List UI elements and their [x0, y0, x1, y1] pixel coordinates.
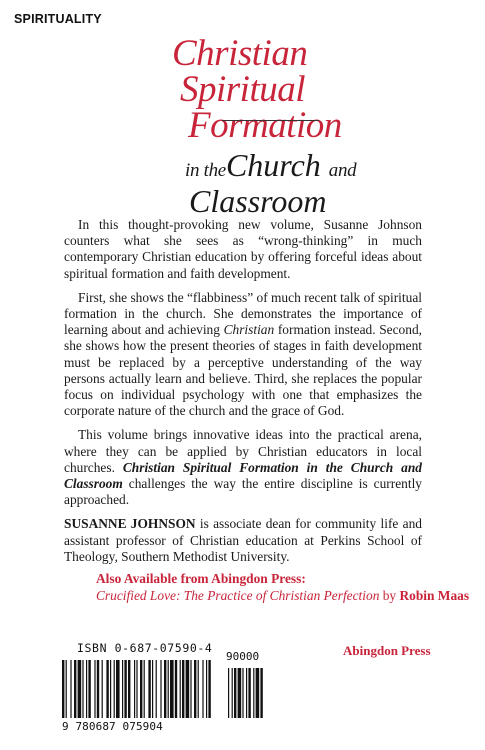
barcode-bar: [86, 660, 87, 718]
blurb-paragraph-1: In this thought-provoking new volume, Susanne Johnson counters what she sees as “wrong-thinking” in much contemporary Christian education by offering forceful ideas about spiritual formation and faith development.: [64, 217, 422, 281]
author-bio-text: is associate dean for community life and assistant professor of Christian education at Perkins School of Theology, Southern Methodist University.: [64, 516, 422, 564]
barcode-addon-bar: [248, 668, 250, 718]
blurb: [64, 217, 422, 573]
barcode-bar: [190, 660, 191, 718]
barcode-bar: [170, 660, 174, 718]
barcode-bar: [110, 660, 111, 718]
title-line-3: Formation: [188, 105, 342, 146]
isbn-label: ISBN 0-687-07590-4: [77, 641, 213, 655]
barcode-bars: [62, 660, 263, 718]
barcode-bar: [148, 660, 150, 718]
barcode-addon-bar: [253, 668, 254, 718]
book-title: [150, 33, 450, 146]
barcode-bar: [78, 660, 82, 718]
blurb-p3-part-a: This volume brings innovative ideas into the practical arena, where they can be applied by Christian educators in local churches.: [64, 427, 422, 475]
barcode-addon-bar: [246, 668, 247, 718]
publisher-name: Abingdon Press: [343, 643, 431, 658]
also-available: [96, 570, 476, 604]
also-by: by: [379, 588, 400, 603]
barcode-bar: [116, 660, 120, 718]
subtitle-and: and: [328, 160, 357, 181]
blurb-paragraph-3: [64, 427, 422, 508]
barcode-bar: [97, 660, 99, 718]
barcode-bar: [144, 660, 145, 718]
subtitle-church: Church: [225, 147, 321, 183]
subtitle-classroom: Classroom: [189, 183, 327, 219]
title-divider: [222, 120, 319, 121]
blurb-p3-book-title: Christian Spiritual Formation in the Church and Classroom: [64, 459, 422, 492]
barcode-bar: [74, 660, 76, 718]
subtitle-in-the: in the: [185, 160, 226, 181]
barcode-addon-bar: [232, 668, 233, 718]
barcode-addon-bar: [234, 668, 236, 718]
price-code: 90000: [226, 650, 260, 663]
barcode-graphic: [60, 660, 285, 720]
barcode-bar: [128, 660, 130, 718]
subtitle-line-1: [185, 147, 485, 186]
barcode-bar: [140, 660, 142, 718]
barcode-bar: [66, 660, 67, 718]
barcode-bar: [114, 660, 115, 718]
barcode-bar: [136, 660, 137, 718]
barcode-addon-bar: [238, 668, 242, 718]
blurb-p3-part-b: challenges the way the entire discipline is currently approached.: [64, 476, 422, 508]
title-line-1: Christian: [172, 33, 308, 74]
barcode-digits: 9 780687 075904: [62, 720, 163, 733]
barcode-bar: [180, 660, 181, 718]
barcode-bar: [94, 660, 95, 718]
barcode-bar: [62, 660, 64, 718]
barcode-bar: [70, 660, 71, 718]
barcode-bar: [186, 660, 190, 718]
barcode-bar: [182, 660, 184, 718]
barcode-bar: [124, 660, 126, 718]
barcode-bar: [134, 660, 135, 718]
barcode-bar: [194, 660, 196, 718]
barcode-bar: [168, 660, 169, 718]
barcode-addon-bar: [260, 668, 262, 718]
barcode-bar: [202, 660, 203, 718]
barcode-bar: [82, 660, 83, 718]
blurb-paragraph-2: [64, 290, 422, 420]
barcode-addon-bar: [242, 668, 243, 718]
barcode-bar: [152, 660, 153, 718]
blurb-p2-part-a: First, she shows the “flabbiness” of much recent talk of spiritual formation in the church. She demonstrates the importance of learning about and achieving: [64, 289, 422, 338]
barcode-bar: [122, 660, 123, 718]
also-author: Robin Maas: [399, 588, 470, 603]
barcode-bar: [156, 660, 157, 718]
barcode-bar: [164, 660, 166, 718]
category-label: SPIRITUALITY: [14, 12, 102, 26]
title-line-2: Spiritual: [180, 69, 306, 110]
blurb-p2-emphasis: Christian: [223, 322, 275, 338]
also-available-heading: Also Available from Abingdon Press:: [96, 571, 306, 586]
book-subtitle: [185, 147, 485, 219]
also-available-entry: [96, 587, 476, 604]
barcode-bar: [106, 660, 108, 718]
author-bio: [64, 516, 422, 565]
barcode-bar: [88, 660, 90, 718]
barcode-bar: [206, 660, 207, 718]
barcode-bar: [102, 660, 103, 718]
barcode-bar: [175, 660, 177, 718]
also-book-title: Crucified Love: The Practice of Christian Perfection: [96, 588, 380, 603]
barcode-bar: [208, 660, 210, 718]
author-name: SUSANNE JOHNSON: [64, 516, 196, 532]
barcode-addon-bar: [228, 668, 229, 718]
barcode-bar: [198, 660, 199, 718]
blurb-p2-part-b: formation instead. Second, she shows how the present theories of stages in faith development must be replaced by a perceptive understanding of the way persons actually learn and believe. Third, she replaces the popular focus on individual psychology with one that emphasizes the corporate nature of the church and the grace of God.: [64, 322, 422, 419]
barcode-addon-bar: [256, 668, 260, 718]
barcode-bar: [160, 660, 161, 718]
